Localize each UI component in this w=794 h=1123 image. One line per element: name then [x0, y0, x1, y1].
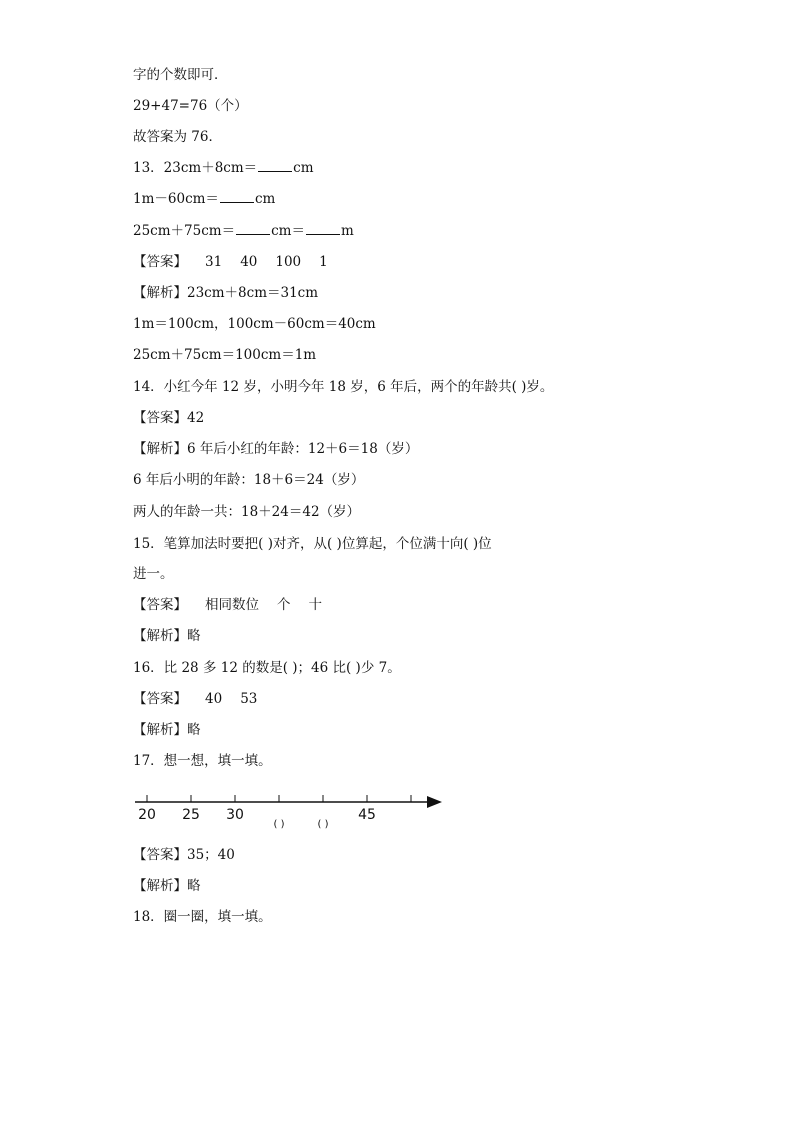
answer-13: [133, 253, 328, 271]
tick-label: 20: [138, 807, 156, 823]
question-13-line-3: [133, 222, 354, 240]
question-15-line-1: 15．笔算加法时要把( )对齐，从( )位算起，个位满十向( )位: [133, 536, 492, 552]
explanation-13-line: 【解析】23cm＋8cm＝31cm: [133, 285, 319, 301]
answer-16: [133, 690, 257, 708]
answer-blank: [236, 222, 270, 235]
answer-17: 【答案】35；40: [133, 847, 235, 863]
answer-value: 1: [319, 254, 328, 270]
answer-value: 40: [240, 254, 258, 270]
answer-blank: ( ): [273, 819, 285, 830]
answer-label: 【答案】: [133, 691, 187, 707]
answer-blank: [258, 159, 292, 172]
tick-label: 25: [182, 807, 200, 823]
explanation-14-line: 6 年后小明的年龄：18＋6＝24（岁）: [133, 472, 365, 488]
explanation-17: 【解析】略: [133, 878, 201, 894]
question-13-line-1: [133, 159, 314, 177]
answer-value: 个: [277, 597, 291, 613]
question-17: 17．想一想，填一填。: [133, 753, 272, 769]
answer-label: 【答案】: [133, 597, 187, 613]
answer-blank: [220, 190, 254, 203]
unit-text: cm: [254, 191, 276, 207]
unit-text: cm: [293, 160, 314, 176]
text-line: 29+47=76（个）: [133, 98, 248, 114]
answer-value: 100: [275, 254, 302, 270]
explanation-15: 【解析】略: [133, 628, 201, 644]
unit-text: m: [340, 223, 354, 239]
answer-value: 十: [308, 597, 322, 613]
explanation-13-line: 25cm＋75cm＝100cm＝1m: [133, 347, 317, 363]
unit-text: cm＝: [271, 223, 305, 239]
question-text: 13．23cm＋8cm＝: [133, 160, 258, 176]
question-16: 16．比 28 多 12 的数是( )；46 比( )少 7。: [133, 660, 401, 676]
answer-blank: [306, 222, 340, 235]
answer-value: 53: [240, 691, 258, 707]
tick-label: 45: [358, 807, 376, 823]
answer-15: [133, 596, 322, 614]
question-13-line-2: [133, 190, 275, 208]
answer-blank: ( ): [317, 819, 329, 830]
answer-value: 31: [205, 254, 223, 270]
text-line: 故答案为 76．: [133, 129, 222, 145]
explanation-16: 【解析】略: [133, 722, 201, 738]
answer-14: 【答案】42: [133, 410, 205, 426]
question-14: 14．小红今年 12 岁，小明今年 18 岁，6 年后，两个的年龄共( )岁。: [133, 379, 554, 395]
answer-label: 【答案】: [133, 254, 187, 270]
explanation-14-line: 【解析】6 年后小红的年龄：12＋6＝18（岁）: [133, 441, 419, 457]
number-line-figure: [130, 785, 450, 835]
tick-label: 30: [226, 807, 244, 823]
arrow-head-icon: [427, 796, 442, 808]
question-text: 25cm＋75cm＝: [133, 223, 236, 239]
explanation-13-line: 1m＝100cm，100cm－60cm＝40cm: [133, 316, 376, 332]
question-15-line-2: 进一。: [133, 566, 174, 582]
answer-value: 相同数位: [205, 597, 259, 613]
question-text: 1m－60cm＝: [133, 191, 219, 207]
explanation-14-line: 两人的年龄一共：18＋24＝42（岁）: [133, 504, 361, 520]
text-line: 字的个数即可．: [133, 67, 228, 83]
answer-value: 40: [205, 691, 223, 707]
question-18: 18．圈一圈，填一填。: [133, 909, 272, 925]
